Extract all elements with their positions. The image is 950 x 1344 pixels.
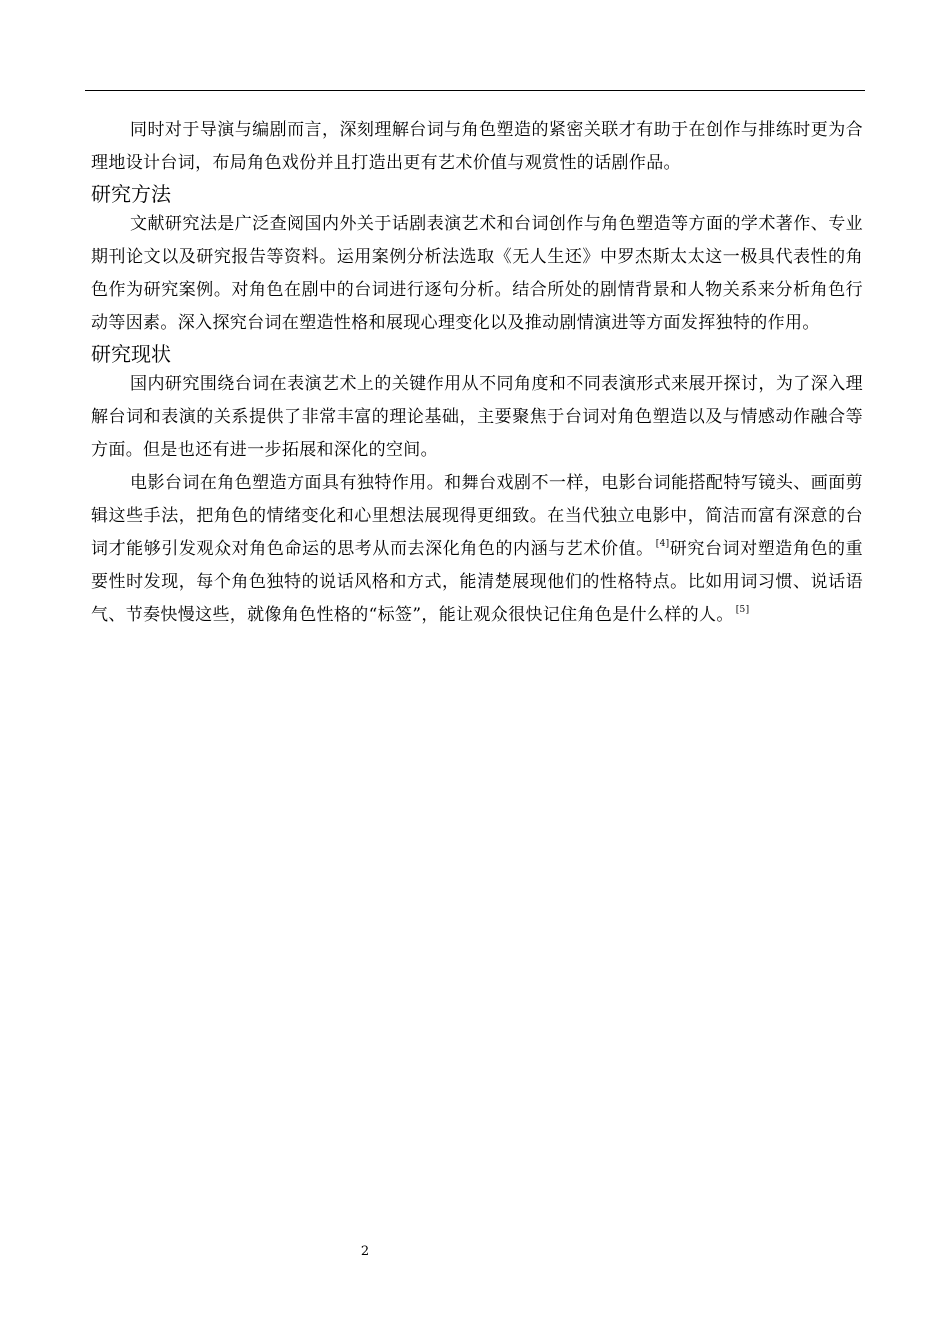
- section-heading-research-status: 研究现状: [91, 342, 171, 366]
- header-rule: [85, 90, 865, 91]
- research-method-paragraph: 文献研究法是广泛查阅国内外关于话剧表演艺术和台词创作与角色塑造等方面的学术著作、专业期刊论文以及研究报告等资料。运用案例分析法选取《无人生还》中罗杰斯太太这一极具代表性的角色作为研究案例。对角色在剧中的台词进行逐句分析。结合所处的剧情背景和人物关系来分析角色行动等因素。深入探究台词在塑造性格和展现心理变化以及推动剧情演进等方面发挥独特的作用。: [91, 214, 863, 333]
- intro-paragraph: 同时对于导演与编剧而言，深刻理解台词与角色塑造的紧密关联才有助于在创作与排练时更为合理地设计台词，布局角色戏份并且打造出更有艺术价值与观赏性的话剧作品。: [91, 120, 863, 173]
- research-status-paragraph-2: [91, 467, 863, 632]
- research-status-paragraph-1: 国内研究围绕台词在表演艺术上的关键作用从不同角度和不同表演形式来展开探讨，为了深入理解台词和表演的关系提供了非常丰富的理论基础，主要聚焦于台词对角色塑造以及与情感动作融合等方面。但是也还有进一步拓展和深化的空间。: [91, 374, 863, 460]
- paragraph-2-text-part-1: 电影台词在角色塑造方面具有独特作用。和舞台戏剧不一样，电影台词能搭配特写镜头、画面剪辑这些手法，把角色的情绪变化和心里想法展现得更细致。在当代独立电影中，简洁而富有深意的台词才能够引发观众对角色命运的思考从而去深化角色的内涵与艺术价值。: [91, 473, 863, 559]
- document-body: [91, 114, 863, 632]
- citation-5: [5]: [735, 605, 750, 615]
- paragraph-2-text-part-2: 研究台词对塑造角色的重要性时发现，每个角色独特的说话风格和方式，能清楚展现他们的性格特点。比如用词习惯、说话语气、节奏快慢这些，就像角色性格的“标签”，能让观众很快记住角色是什么样的人。: [91, 539, 863, 625]
- section-heading-research-method: 研究方法: [91, 182, 171, 206]
- citation-4: [4]: [655, 539, 670, 549]
- page-number: 2: [360, 1244, 370, 1259]
